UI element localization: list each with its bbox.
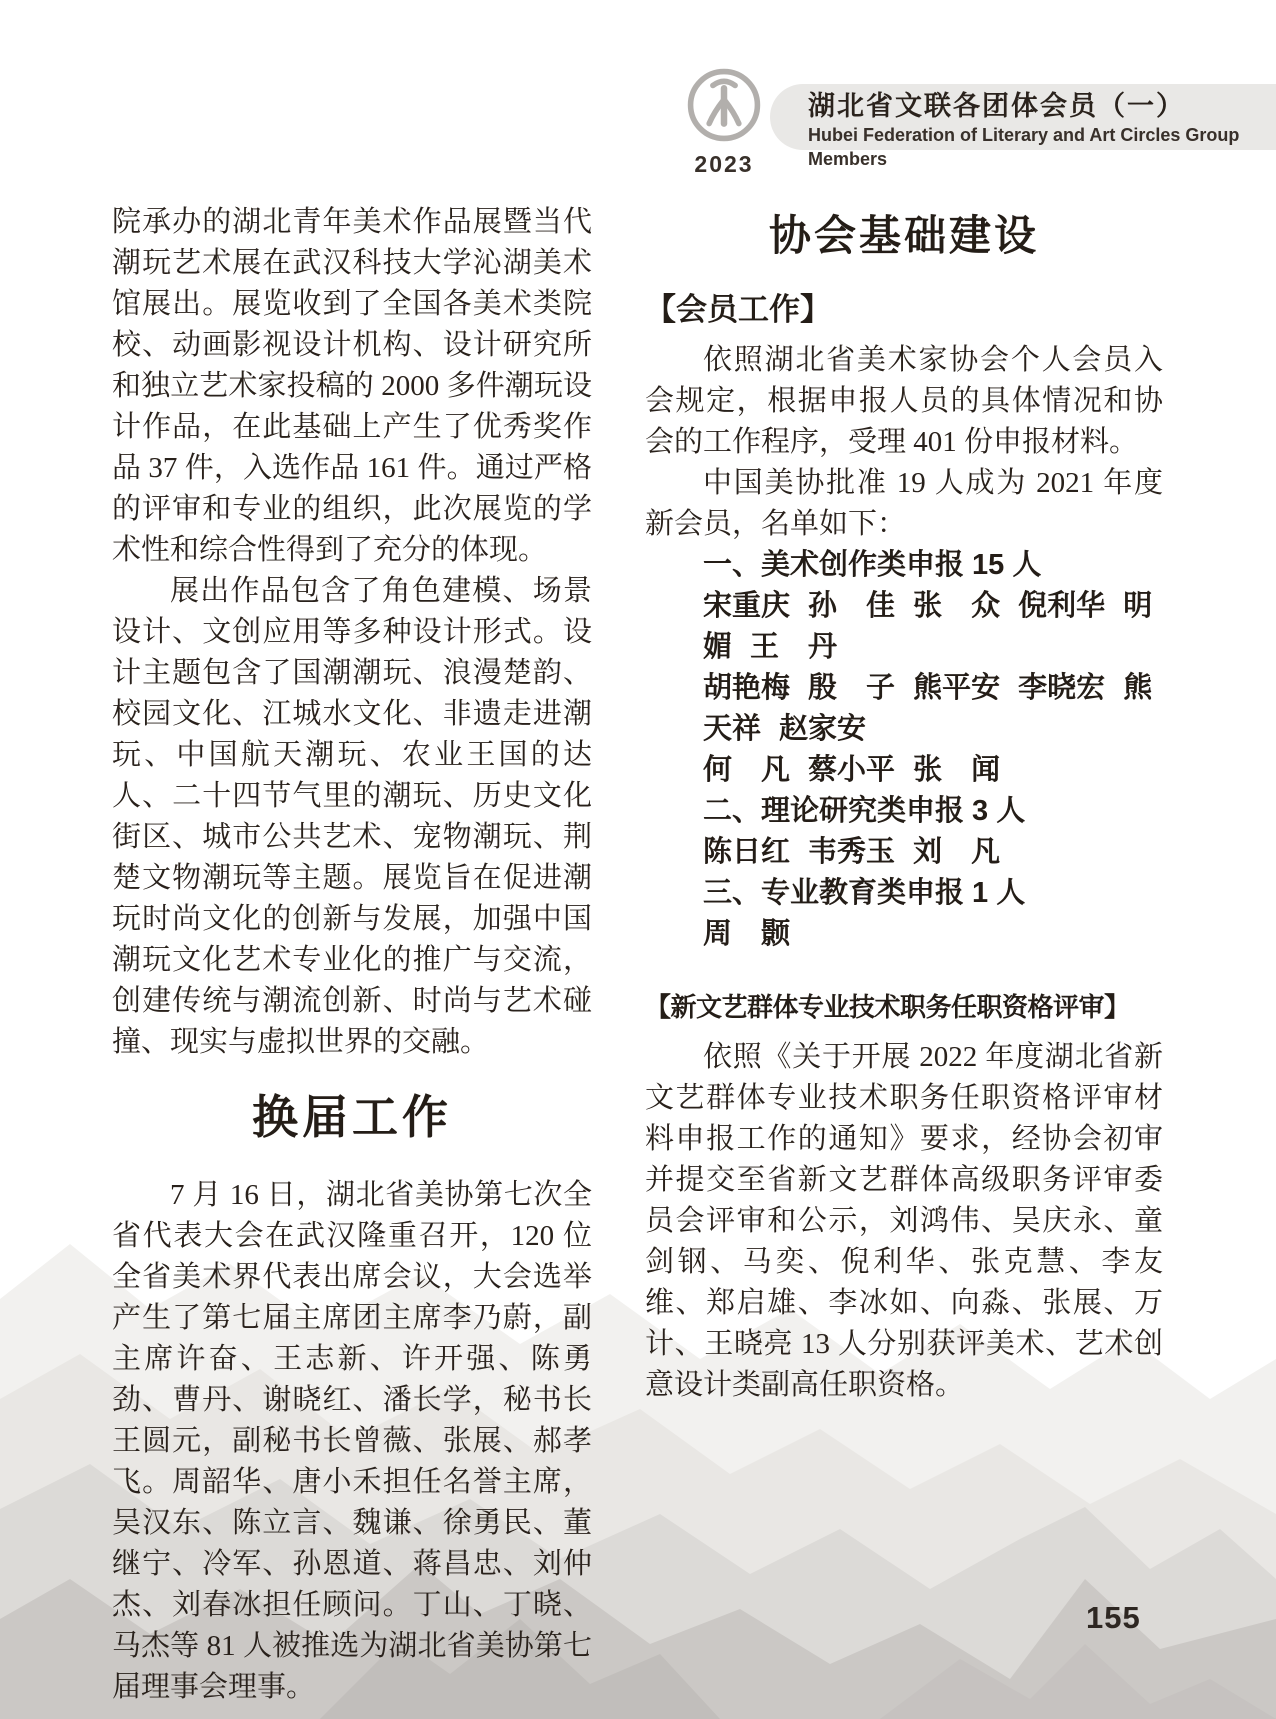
- wenlian-logo-icon: [685, 66, 763, 144]
- right-column: [645, 210, 1182, 1406]
- section-heading-association-building: 协会基础建设: [768, 212, 1039, 259]
- sub-heading-title-review: 【新文艺群体专业技术职务任职资格评审】: [645, 992, 1130, 1022]
- member-category-professional-education: 三、专业教育类申报 1 人: [703, 877, 1026, 909]
- header-title-zh: 湖北省文联各团体会员（一）: [808, 91, 1185, 121]
- member-names-row: 何 凡 蔡小平 张 闻: [703, 754, 1001, 786]
- section-heading-leadership-transition: 换届工作: [252, 1091, 452, 1143]
- header-logo-block: [678, 66, 770, 178]
- left-column: [112, 202, 592, 1708]
- header-title-bar: [770, 84, 1276, 169]
- new-member-list: [645, 545, 1182, 955]
- header-title-en: Hubei Federation of Literary and Art Circles Group Members: [808, 125, 1240, 169]
- review-paragraph: 依照《关于开展 2022 年度湖北省新文艺群体专业技术职务任职资格评审材料申报工作的通知》要求，经协会初审并提交至省新文艺群体高级职务评审委员会评审和公示，刘鸿伟、吴庆永、童剑钢、马奕、倪利华、张克慧、李友维、郑启雄、李冰如、向淼、张展、万计、王晓亮 13 人分别获评美术、艺术创意设计类副高任职资格。: [645, 1041, 1163, 1401]
- member-category-theory-research: 二、理论研究类申报 3 人: [703, 795, 1026, 827]
- member-names-row: 陈日红 韦秀玉 刘 凡: [703, 836, 1001, 868]
- member-names-row: 宋重庆 孙 佳 张 众 倪利华 明 媚 王 丹: [703, 590, 1182, 663]
- left-paragraph-exhibition-1: 院承办的湖北青年美术作品展暨当代潮玩艺术展在武汉科技大学沁湖美术馆展出。展览收到了全国各美术类院校、动画影视设计机构、设计研究所和独立艺术家投稿的 2000 多件潮玩设计作品，在此基础上产生了优秀奖作品 37 件，入选作品 161 件。通过严格的评审和专业的组织，此次展览的学术性和综合性得到了充分的体现。: [112, 206, 592, 566]
- header-year: 2023: [694, 151, 754, 177]
- sub-heading-membership-work: 【会员工作】: [645, 292, 831, 327]
- membership-paragraph-1: 依照湖北省美术家协会个人会员入会规定，根据申报人员的具体情况和协会的工作程序，受理 401 份申报材料。: [645, 344, 1163, 458]
- member-names-row: 胡艳梅 殷 子 熊平安 李晓宏 熊天祥 赵家安: [703, 672, 1153, 745]
- member-names-row: 周 颢: [703, 918, 791, 950]
- membership-paragraph-2: 中国美协批准 19 人成为 2021 年度新会员，名单如下：: [645, 467, 1163, 540]
- left-paragraph-congress: 7 月 16 日，湖北省美协第七次全省代表大会在武汉隆重召开，120 位全省美术界代表出席会议，大会选举产生了第七届主席团主席李乃蔚，副主席许奋、王志新、许开强、陈勇劲、曹丹、谢晓红、潘长学，秘书长王圆元，副秘书长曾薇、张展、郝孝飞。周韶华、唐小禾担任名誉主席，吴汉东、陈立言、魏谦、徐勇民、董继宁、冷军、孙恩道、蒋昌忠、刘仲杰、刘春冰担任顾问。丁山、丁晓、马杰等 81 人被推选为湖北省美协第七届理事会理事。: [112, 1179, 592, 1703]
- left-paragraph-exhibition-2: 展出作品包含了角色建模、场景设计、文创应用等多种设计形式。设计主题包含了国潮潮玩、浪漫楚韵、校园文化、江城水文化、非遗走进潮玩、中国航天潮玩、农业王国的达人、二十四节气里的潮玩、历史文化街区、城市公共艺术、宠物潮玩、荆楚文物潮玩等主题。展览旨在促进潮玩时尚文化的创新与发展，加强中国潮玩文化艺术专业化的推广与交流，创建传统与潮流创新、时尚与艺术碰撞、现实与虚拟世界的交融。: [112, 575, 592, 1058]
- page-number: 155: [1086, 1600, 1141, 1635]
- member-category-art-creation: 一、美术创作类申报 15 人: [703, 549, 1042, 581]
